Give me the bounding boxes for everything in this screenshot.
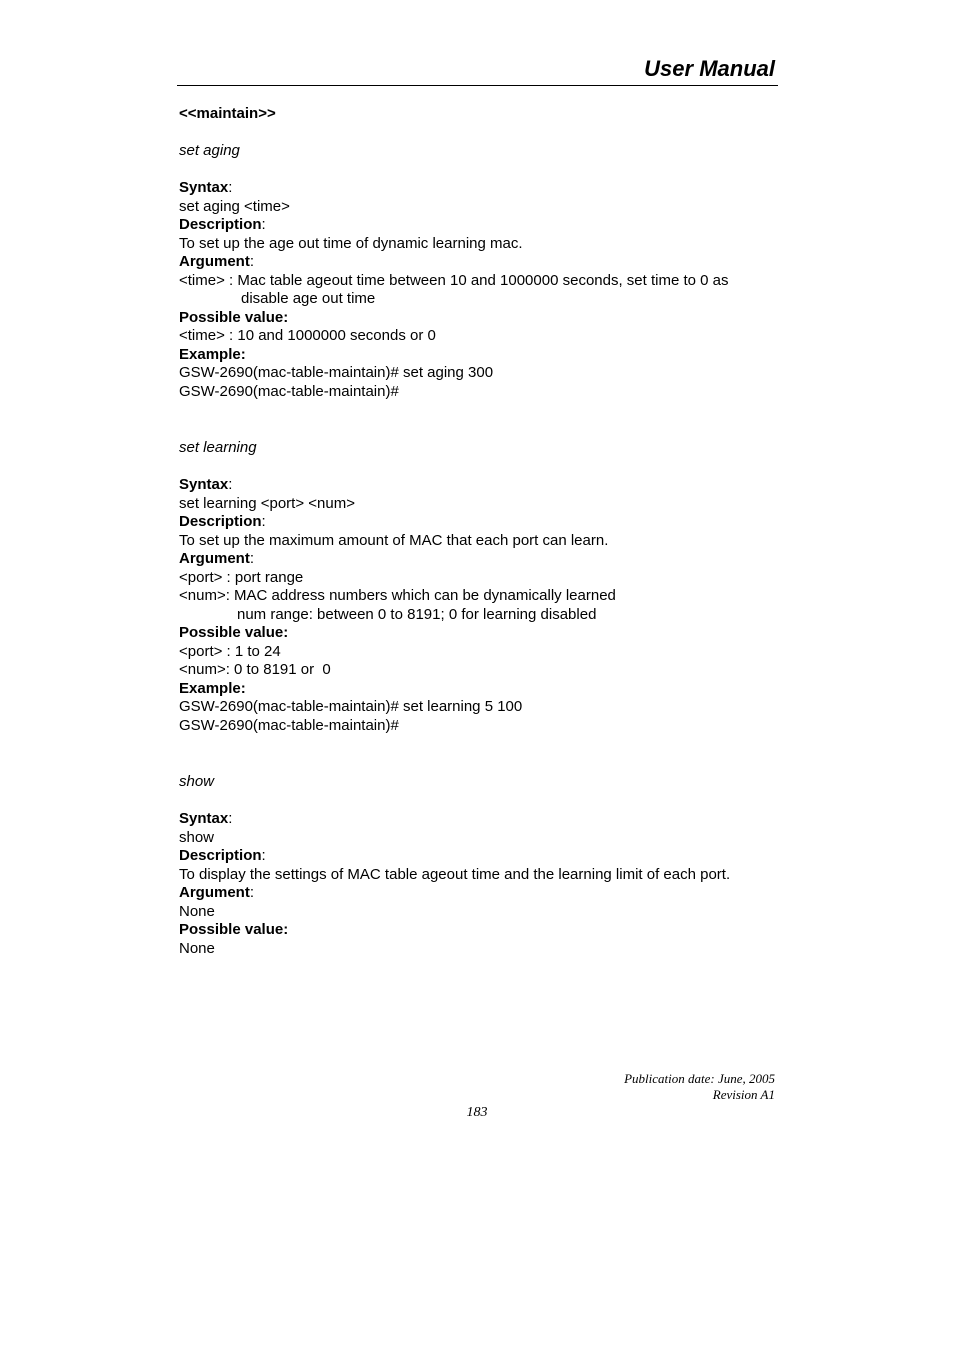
possible-value-line: <time> : 10 and 1000000 seconds or 0 [179,327,436,344]
argument-label: Argument [179,884,250,901]
header-title: User Manual [644,56,775,81]
page-number: 183 [466,1105,488,1120]
argument-line: None [179,902,215,920]
syntax-text: show [179,828,215,846]
example-line: GSW-2690(mac-table-maintain)# set learning 5 100 [179,698,523,715]
command-name: show [179,773,215,790]
argument-line: disable age out time [241,290,376,307]
syntax-label: Syntax [179,476,229,493]
syntax-label: Syntax [179,179,229,196]
possible-value-label: Possible value: [179,921,289,938]
example-label: Example: [179,345,246,363]
document-body [179,105,779,958]
section-title: <<maintain>> [179,105,276,122]
command-name: set aging [179,142,240,159]
description-label: Description [179,847,262,864]
description-label: Description [179,216,262,233]
revision: Revision A1 [712,1087,775,1102]
description-text: To set up the maximum amount of MAC that each port can learn. [179,531,609,549]
syntax-text: set aging <time> [179,197,290,215]
possible-value-label: Possible value: [179,624,289,641]
argument-line: <time> : Mac table ageout time between 10 and 1000000 seconds, set time to 0 as [179,271,729,289]
description-label: Description [179,513,262,530]
syntax-text: set learning <port> <num> [179,494,355,512]
footer [624,1071,775,1103]
example-label: Example: [179,679,246,697]
publication-date: Publication date: June, 2005 [624,1071,775,1086]
possible-value-label: Possible value: [179,308,289,326]
command-name: set learning [179,439,257,456]
argument-line: <num>: MAC address numbers which can be dynamically learned [179,587,616,604]
argument-line: num range: between 0 to 8191; 0 for learning disabled [237,605,597,623]
argument-label: Argument [179,550,250,567]
command-set-aging: set aging Syntax: set aging <time> Description: To set up the age out time of dynamic learning mac. Argument: <time> : Mac table ageout time between 10 and 1000000 seconds, set time to 0 as disable age out time Possible value: <time> : 10 and 1000000 seconds or 0 Example: GSW-2690(mac-table-maintain)# set aging 300 GSW-2690(mac-table-maintain)# [179,142,779,401]
command-show: show Syntax: show Description: To display the settings of MAC table ageout time and the learning limit of each port. Argument: None Possible value: None [179,773,779,958]
argument-label: Argument [179,253,250,270]
syntax-label: Syntax [179,810,229,827]
possible-value-line: <port> : 1 to 24 [179,642,281,660]
example-line: GSW-2690(mac-table-maintain)# set aging 300 [179,364,494,381]
possible-value-line: None [179,939,215,957]
description-text: To set up the age out time of dynamic learning mac. [179,234,523,252]
possible-value-line: <num>: 0 to 8191 or 0 [179,661,331,678]
description-text: To display the settings of MAC table ageout time and the learning limit of each port. [179,865,731,883]
argument-line: <port> : port range [179,568,304,586]
header-rule [177,85,778,86]
example-line: GSW-2690(mac-table-maintain)# [179,716,399,734]
example-line: GSW-2690(mac-table-maintain)# [179,382,399,400]
command-set-learning: set learning Syntax: set learning <port> <num> Description: To set up the maximum amount of MAC that each port can learn. Argument: <port> : port range <num>: MAC address numbers which can be dynamically learned num range: between 0 to 8191; 0 for learning disabled Possible value: <port> : 1 to 24 <num>: 0 to 8191 or 0 Example: GSW-2690(mac-table-maintain)# set learning 5 100 GSW-2690(mac-table-maintain)# [179,439,779,735]
